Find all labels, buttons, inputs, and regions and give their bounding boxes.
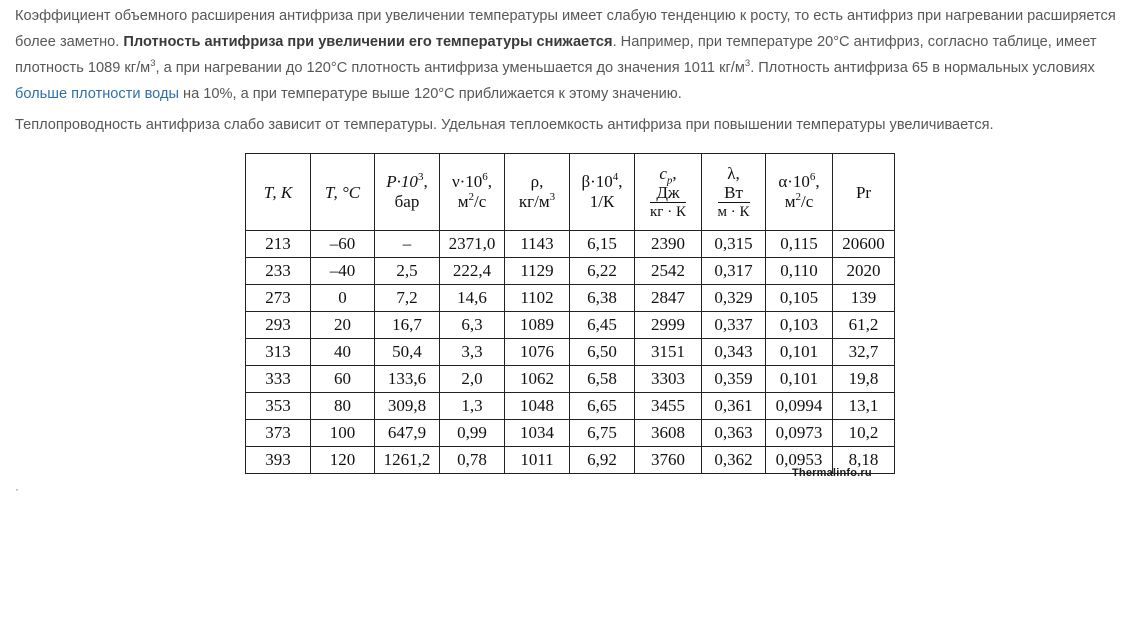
cell-pressure: 50,4	[375, 339, 440, 366]
cell-diffusivity: 0,115	[766, 231, 833, 258]
cell-heat-capacity: 3151	[635, 339, 702, 366]
cell-viscosity: 0,99	[440, 420, 505, 447]
text-span: , а при нагревании до 120°С плотность антифриза уменьшается до значения 1011 кг/м	[155, 60, 745, 76]
header-label: Т, К	[263, 182, 293, 202]
cell-t-k: 273	[246, 285, 311, 312]
cell-density: 1143	[505, 231, 570, 258]
header-label: P·10	[386, 172, 418, 191]
cell-expansion: 6,38	[570, 285, 635, 312]
header-unit: бар	[394, 192, 420, 211]
cell-pressure: 16,7	[375, 312, 440, 339]
water-density-link[interactable]: больше плотности воды	[15, 86, 179, 102]
cell-density: 1048	[505, 393, 570, 420]
cell-density: 1102	[505, 285, 570, 312]
cell-heat-capacity: 3760	[635, 447, 702, 474]
paragraph-density	[15, 0, 1120, 107]
cell-heat-capacity: 3303	[635, 366, 702, 393]
cell-t-c: –40	[311, 258, 375, 285]
watermark-logo: Thermalinfo.ru	[792, 467, 872, 479]
header-symbol: $P\cdot 10^3$,	[386, 171, 428, 191]
cell-t-c: 100	[311, 420, 375, 447]
cell-conductivity: 0,317	[702, 258, 766, 285]
header-prandtl	[833, 154, 895, 231]
cell-t-c: 80	[311, 393, 375, 420]
cell-prandtl: 8,18	[833, 447, 895, 474]
cell-conductivity: 0,359	[702, 366, 766, 393]
cell-prandtl: 2020	[833, 258, 895, 285]
cell-viscosity: 222,4	[440, 258, 505, 285]
cell-diffusivity: 0,0953	[766, 447, 833, 474]
cell-expansion: 6,50	[570, 339, 635, 366]
properties-table-wrap	[245, 153, 895, 474]
header-symbol: $\beta\cdot 10^4$,	[581, 171, 623, 191]
cell-diffusivity: 0,110	[766, 258, 833, 285]
header-heat-capacity	[635, 154, 702, 231]
cell-pressure: –	[375, 231, 440, 258]
fraction-numerator: Дж	[650, 184, 686, 203]
header-pressure	[375, 154, 440, 231]
table-row	[246, 312, 895, 339]
cell-pressure: 1261,2	[375, 447, 440, 474]
bold-statement: Плотность антифриза при увеличении его температуры снижается	[123, 34, 613, 50]
header-conductivity	[702, 154, 766, 231]
cell-density: 1011	[505, 447, 570, 474]
header-exponent: 6	[809, 171, 816, 183]
article-body	[15, 0, 1120, 133]
cell-heat-capacity: 3608	[635, 420, 702, 447]
cell-conductivity: 0,329	[702, 285, 766, 312]
cell-diffusivity: 0,103	[766, 312, 833, 339]
cell-t-k: 353	[246, 393, 311, 420]
header-unit	[766, 192, 832, 212]
cell-t-c: 0	[311, 285, 375, 312]
cell-diffusivity: 0,0973	[766, 420, 833, 447]
cell-conductivity: 0,343	[702, 339, 766, 366]
cell-t-c: 40	[311, 339, 375, 366]
table-row	[246, 339, 895, 366]
text-span: на 10%, а при температуре выше 120°С приближается к этому значению.	[178, 86, 682, 102]
cell-t-k: 233	[246, 258, 311, 285]
cell-conductivity: 0,362	[702, 447, 766, 474]
cell-diffusivity: 0,101	[766, 339, 833, 366]
header-unit	[505, 192, 569, 212]
cell-expansion: 6,92	[570, 447, 635, 474]
header-subscript: p	[666, 173, 673, 186]
cell-density: 1089	[505, 312, 570, 339]
header-symbol: $\alpha\cdot 10^6$,	[778, 171, 820, 191]
superscript: 3	[150, 58, 156, 69]
unit-base: кг/м	[518, 192, 550, 211]
text-span: Коэффициент объемного расширения антифриза при увеличении температуры имеет слабую тенденцию к росту, то есть антифриз при нагревании расширяется более заметно.	[15, 8, 1116, 50]
cell-prandtl: 10,2	[833, 420, 895, 447]
table-row	[246, 420, 895, 447]
cell-expansion: 6,58	[570, 366, 635, 393]
table-row	[246, 231, 895, 258]
header-exponent: 6	[482, 171, 488, 183]
header-unit	[440, 192, 504, 212]
cell-prandtl: 20600	[833, 231, 895, 258]
cell-viscosity: 2,0	[440, 366, 505, 393]
header-exponent: 3	[417, 171, 424, 183]
header-viscosity	[440, 154, 505, 231]
cell-viscosity: 0,78	[440, 447, 505, 474]
cell-diffusivity: 0,0994	[766, 393, 833, 420]
cell-pressure: 7,2	[375, 285, 440, 312]
cell-heat-capacity: 2999	[635, 312, 702, 339]
cell-viscosity: 14,6	[440, 285, 505, 312]
unit-exponent: 2	[468, 191, 474, 203]
cell-pressure: 133,6	[375, 366, 440, 393]
header-symbol: ρ,	[530, 172, 544, 191]
cell-conductivity: 0,337	[702, 312, 766, 339]
header-fraction	[650, 184, 686, 221]
unit-tail: /с	[473, 192, 487, 211]
header-symbol: λ,	[727, 163, 740, 183]
unit-base: м	[784, 192, 796, 211]
header-expansion	[570, 154, 635, 231]
cell-t-k: 213	[246, 231, 311, 258]
cell-heat-capacity: 2542	[635, 258, 702, 285]
cell-conductivity: 0,315	[702, 231, 766, 258]
header-exponent: 4	[612, 171, 619, 183]
cell-diffusivity: 0,105	[766, 285, 833, 312]
cell-diffusivity: 0,101	[766, 366, 833, 393]
cell-conductivity: 0,361	[702, 393, 766, 420]
fraction-denominator: м · К	[717, 203, 750, 220]
fraction-numerator: Вт	[718, 184, 750, 203]
cell-t-k: 313	[246, 339, 311, 366]
paragraph-conductivity: Теплопроводность антифриза слабо зависит от температуры. Удельная теплоемкость антифриза при повышении температуры увеличивается.	[15, 117, 994, 133]
unit-base: м	[457, 192, 469, 211]
header-label: ν·10	[451, 172, 483, 191]
cell-t-k: 293	[246, 312, 311, 339]
cell-prandtl: 61,2	[833, 312, 895, 339]
cell-density: 1062	[505, 366, 570, 393]
cell-viscosity: 1,3	[440, 393, 505, 420]
cell-t-k: 333	[246, 366, 311, 393]
fraction-denominator: кг · К	[650, 203, 686, 220]
cell-heat-capacity: 2390	[635, 231, 702, 258]
cell-t-c: 20	[311, 312, 375, 339]
cell-t-c: 120	[311, 447, 375, 474]
cell-pressure: 309,8	[375, 393, 440, 420]
header-unit: 1/К	[589, 192, 615, 211]
text-span: . Например, при температуре 20°С антифриз, согласно таблице, имеет плотность 1089 кг/м	[15, 34, 1097, 76]
cell-t-c: –60	[311, 231, 375, 258]
cell-expansion: 6,22	[570, 258, 635, 285]
cell-viscosity: 6,3	[440, 312, 505, 339]
header-label: β·10	[581, 172, 613, 191]
header-density	[505, 154, 570, 231]
table-row	[246, 258, 895, 285]
cell-prandtl: 139	[833, 285, 895, 312]
header-label: α·10	[778, 172, 810, 191]
table-row	[246, 366, 895, 393]
cell-conductivity: 0,363	[702, 420, 766, 447]
header-temperature-c	[311, 154, 375, 231]
header-symbol: $\nu\cdot 10^6$,	[451, 171, 493, 191]
cell-density: 1034	[505, 420, 570, 447]
table-row	[246, 285, 895, 312]
table-body	[246, 231, 895, 474]
cell-viscosity: 2371,0	[440, 231, 505, 258]
cell-viscosity: 3,3	[440, 339, 505, 366]
table-header-row	[246, 154, 895, 231]
header-label: Т, °С	[324, 182, 361, 202]
cell-prandtl: 13,1	[833, 393, 895, 420]
cell-expansion: 6,65	[570, 393, 635, 420]
cell-t-k: 393	[246, 447, 311, 474]
header-symbol	[635, 164, 701, 184]
superscript: 3	[744, 58, 751, 69]
cell-expansion: 6,75	[570, 420, 635, 447]
cell-heat-capacity: 2847	[635, 285, 702, 312]
stray-mark: ·	[15, 482, 19, 496]
header-temperature-k	[246, 154, 311, 231]
cell-t-c: 60	[311, 366, 375, 393]
cell-expansion: 6,15	[570, 231, 635, 258]
unit-exponent: 2	[795, 191, 801, 203]
table-row	[246, 393, 895, 420]
header-label: Pr	[855, 182, 872, 202]
unit-tail: /с	[800, 192, 814, 211]
cell-prandtl: 19,8	[833, 366, 895, 393]
unit-exponent: 3	[549, 191, 556, 203]
cell-t-k: 373	[246, 420, 311, 447]
cell-pressure: 647,9	[375, 420, 440, 447]
cell-density: 1076	[505, 339, 570, 366]
header-fraction	[718, 184, 750, 221]
header-diffusivity	[766, 154, 833, 231]
cell-pressure: 2,5	[375, 258, 440, 285]
header-comma: ,	[672, 163, 677, 183]
cell-expansion: 6,45	[570, 312, 635, 339]
cell-density: 1129	[505, 258, 570, 285]
text-span: . Плотность антифриза 65 в нормальных условиях	[750, 60, 1095, 76]
header-label: c	[659, 163, 667, 183]
cell-heat-capacity: 3455	[635, 393, 702, 420]
cell-prandtl: 32,7	[833, 339, 895, 366]
antifreeze-properties-table	[245, 153, 895, 474]
